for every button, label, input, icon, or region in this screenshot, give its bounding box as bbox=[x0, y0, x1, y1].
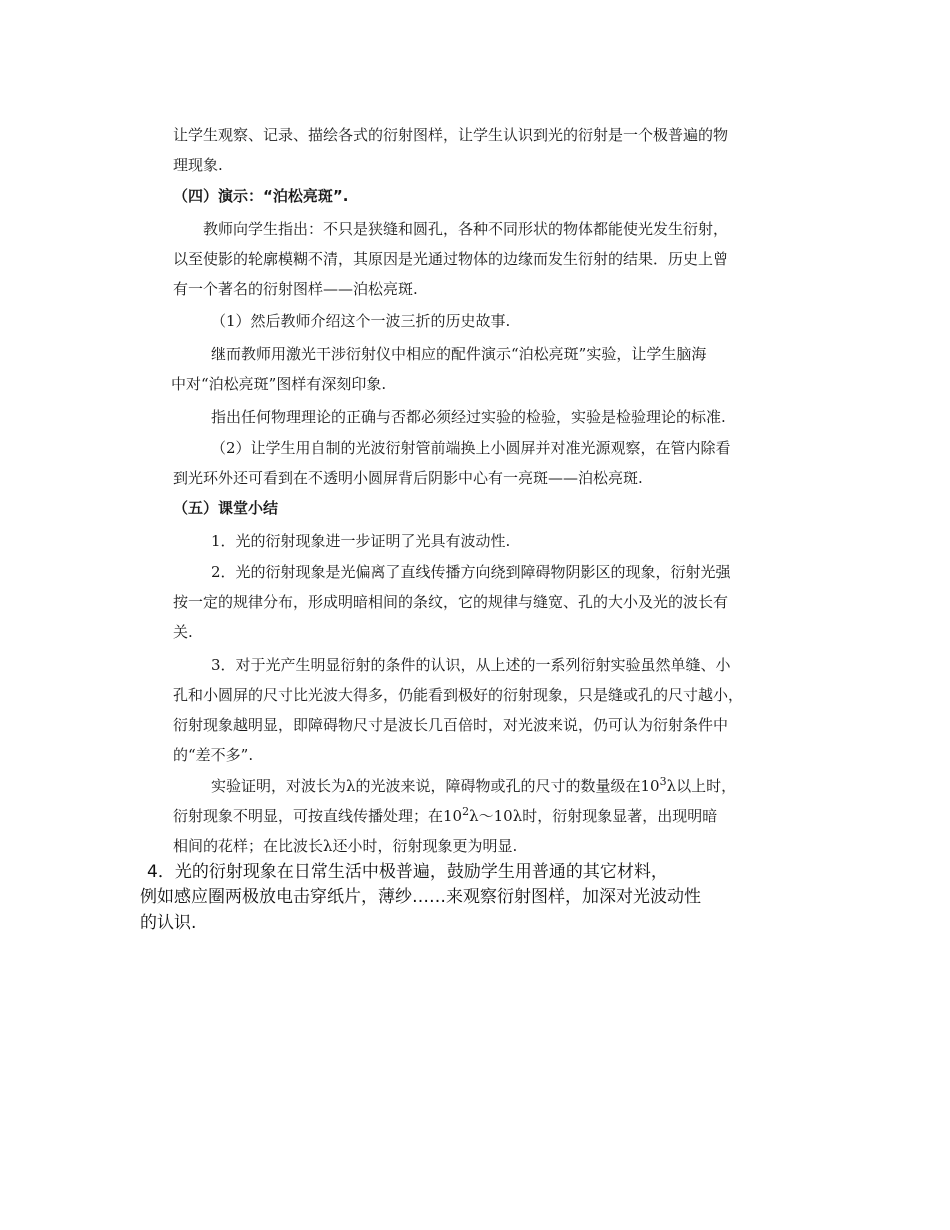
text-line: 理现象. bbox=[173, 156, 223, 174]
list-item: 1．光的衍射现象进一步证明了光具有波动性. bbox=[211, 532, 511, 550]
text-line: 孔和小圆屏的尺寸比光波大得多，仍能看到极好的衍射现象，只是缝或孔的尺寸越小， bbox=[173, 686, 744, 704]
text-line: 的“差不多”. bbox=[173, 746, 254, 764]
superscript: 2 bbox=[462, 805, 470, 818]
text-line: 衍射现象越明显，即障碍物尺寸是波长几百倍时，对光波来说，仍可认为衍射条件中 bbox=[173, 716, 729, 734]
text-line: 的认识. bbox=[140, 913, 197, 933]
text-line bbox=[173, 806, 717, 826]
section-heading-demo: （四）演示：“泊松亮斑”. bbox=[173, 187, 349, 205]
list-item: 4．光的衍射现象在日常生活中极普遍，鼓励学生用普通的其它材料， bbox=[147, 862, 668, 882]
text-line: 教师向学生指出：不只是狭缝和圆孔，各种不同形状的物体都能使光发生衍射， bbox=[203, 220, 729, 238]
text-line: 关. bbox=[173, 623, 193, 641]
list-item: （2）让学生用自制的光波衍射管前端换上小圆屏并对准光源观察，在管内除看 bbox=[211, 439, 731, 457]
text-line: 例如感应圈两极放电击穿纸片，薄纱……来观察衍射图样，加深对光波动性 bbox=[140, 887, 701, 907]
text-line bbox=[211, 776, 736, 796]
text-line: 中对“泊松亮斑”图样有深刻印象. bbox=[171, 375, 387, 393]
list-item: 3．对于光产生明显衍射的条件的认识，从上述的一系列衍射实验虽然单缝、小 bbox=[211, 656, 731, 674]
text-line: 到光环外还可看到在不透明小圆屏背后阴影中心有一亮斑——泊松亮斑. bbox=[173, 469, 643, 487]
text-line: 有一个著名的衍射图样——泊松亮斑. bbox=[173, 280, 418, 298]
list-item: 2．光的衍射现象是光偏离了直线传播方向绕到障碍物阴影区的现象，衍射光强 bbox=[211, 563, 731, 581]
text-run: λ以上时， bbox=[666, 777, 737, 795]
text-line: 继而教师用激光干涉衍射仪中相应的配件演示“泊松亮斑”实验，让学生脑海 bbox=[211, 345, 707, 363]
text-line: 指出任何物理理论的正确与否都必须经过实验的检验，实验是检验理论的标准. bbox=[211, 408, 726, 426]
text-line: 相间的花样；在比波长λ还小时，衍射现象更为明显. bbox=[173, 837, 518, 855]
text-run: 衍射现象不明显，可按直线传播处理；在10 bbox=[173, 807, 463, 825]
superscript: 3 bbox=[659, 775, 667, 788]
text-run: 实验证明，对波长为λ的光波来说，障碍物或孔的尺寸的数量级在10 bbox=[211, 777, 660, 795]
text-line: 以至使影的轮廓模糊不清，其原因是光通过物体的边缘而发生衍射的结果．历史上曾 bbox=[173, 250, 729, 268]
text-line: 让学生观察、记录、描绘各式的衍射图样，让学生认识到光的衍射是一个极普遍的物 bbox=[173, 126, 729, 144]
text-line: 按一定的规律分布，形成明暗相间的条纹，它的规律与缝宽、孔的大小及光的波长有 bbox=[173, 593, 729, 611]
section-heading-summary: （五）课堂小结 bbox=[173, 499, 279, 517]
list-item: （1）然后教师介绍这个一波三折的历史故事. bbox=[211, 312, 511, 330]
text-run: λ～10λ时，衍射现象显著，出现明暗 bbox=[469, 807, 718, 825]
